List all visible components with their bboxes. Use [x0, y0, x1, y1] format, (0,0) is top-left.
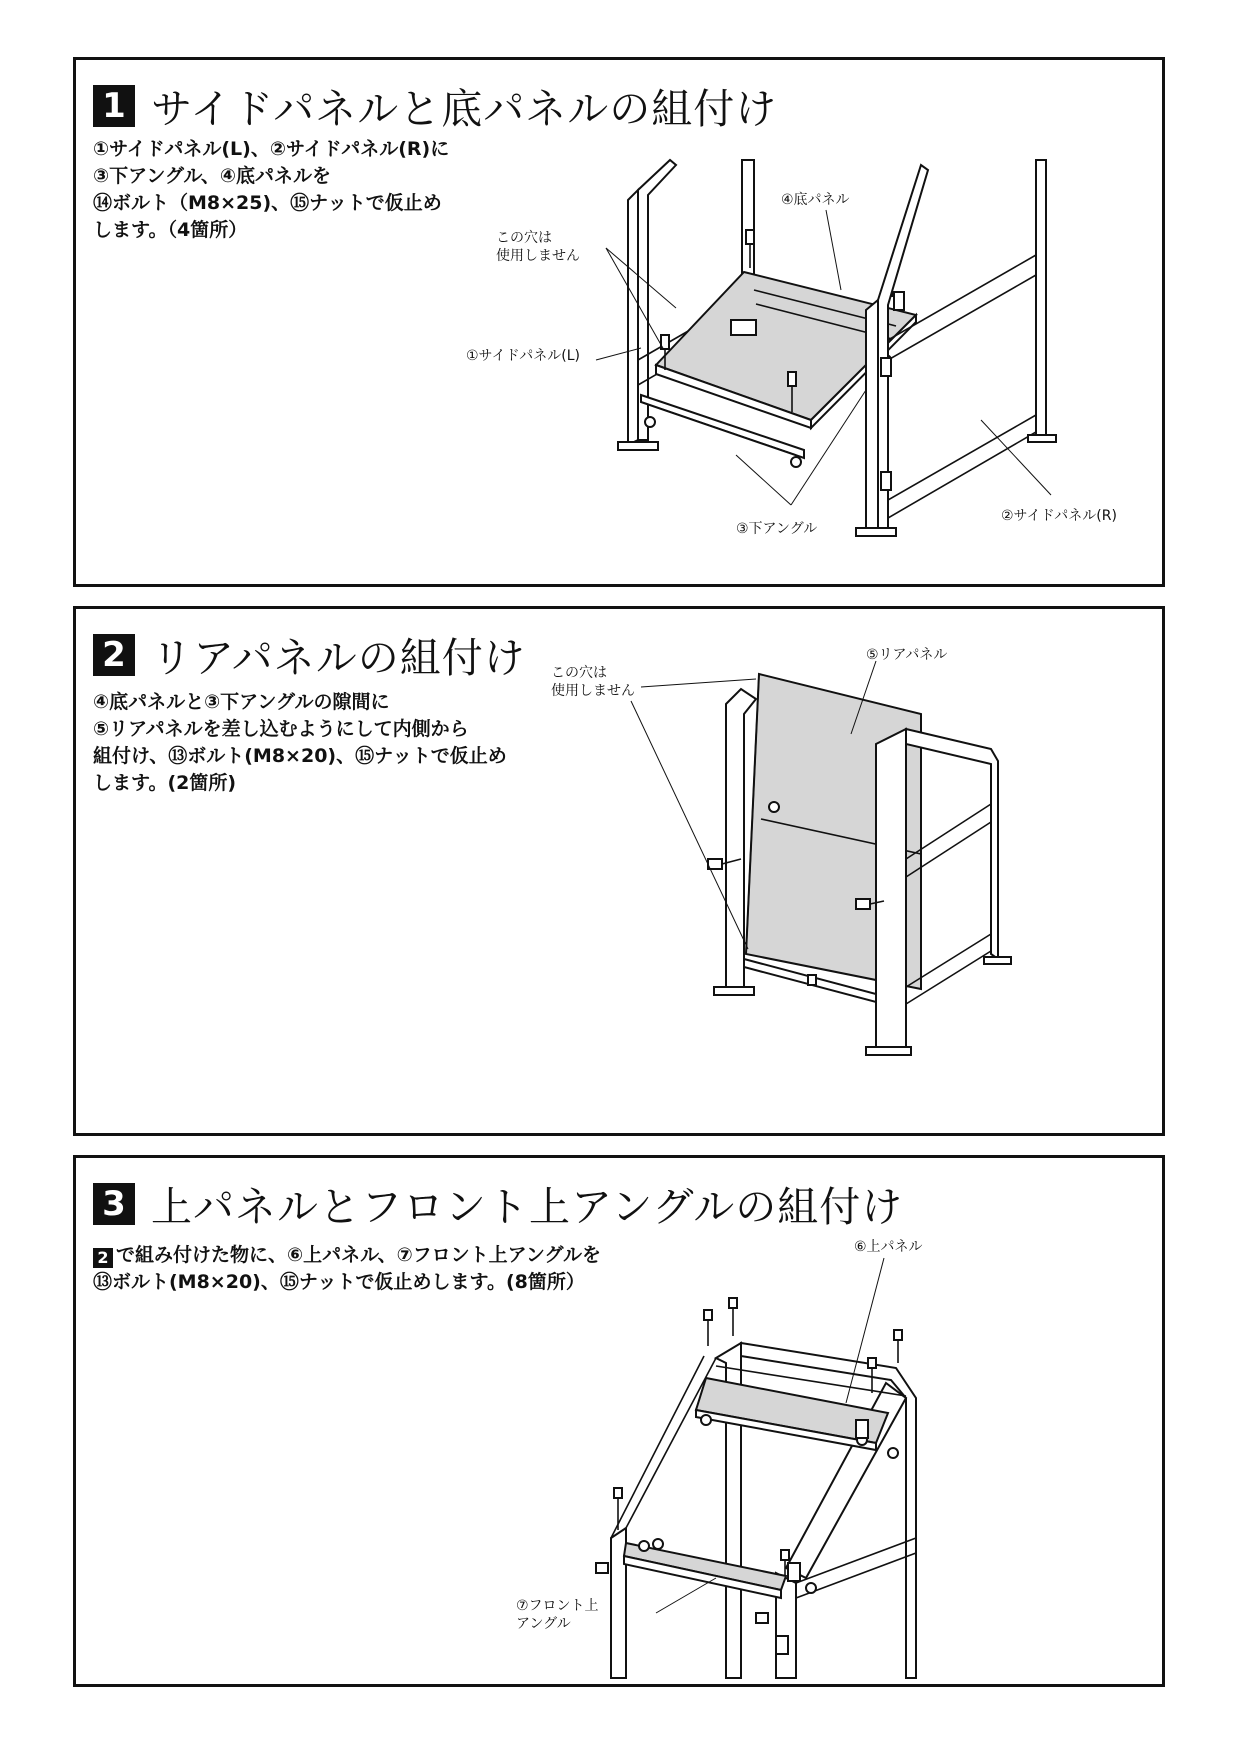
label-bottom-panel: ④底パネル — [781, 192, 850, 208]
label-line: 使用しません — [496, 248, 580, 264]
leader-line — [736, 455, 791, 505]
label-line: 使用しません — [551, 683, 635, 699]
label-lower-angle: ③下アングル — [736, 521, 818, 537]
label-line: この穴は — [551, 665, 607, 681]
right-post-drawing — [876, 729, 906, 1049]
leader-line — [846, 1258, 884, 1403]
leader-line — [826, 210, 841, 290]
leader-line — [641, 679, 756, 687]
step-3-illustration — [76, 1158, 1162, 1684]
label-front-angle — [516, 1598, 599, 1632]
step-number-badge: 2 — [93, 634, 135, 676]
label-hole-note — [496, 230, 580, 264]
side-panel-r-drawing — [856, 160, 1056, 536]
label-rear-panel: ⑤リアパネル — [866, 647, 948, 663]
step-number-badge: 1 — [93, 85, 135, 127]
label-side-panel-l: ①サイドパネル(L) — [466, 348, 581, 364]
step-title: リアパネルの組付け — [151, 634, 526, 682]
step-instructions-text: で組み付けた物に、⑥上パネル、⑦フロント上アングルを ⑬ボルト(M8×20)、⑮ナットで仮止めします。(8箇所） — [93, 1244, 601, 1293]
step-reference-badge: 2 — [93, 1248, 113, 1268]
label-top-panel: ⑥上パネル — [854, 1239, 923, 1255]
step-number-badge: 3 — [93, 1183, 135, 1225]
leader-line — [656, 1578, 716, 1613]
step-2-illustration — [76, 609, 1162, 1133]
label-hole-note — [551, 665, 635, 699]
front-post-drawing — [611, 1528, 626, 1678]
label-line: この穴は — [496, 230, 552, 246]
bolt-drawing — [856, 899, 870, 909]
step-title: サイドパネルと底パネルの組付け — [151, 85, 778, 133]
step-title: 上パネルとフロント上アングルの組付け — [151, 1183, 904, 1231]
label-side-panel-r: ②サイドパネル(R) — [1001, 508, 1117, 524]
step-1-section — [73, 57, 1165, 587]
step-instructions: ④底パネルと③下アングルの隙間に ⑤リアパネルを差し込むようにして内側から 組付け、⑬ボルト(M8×20)、⑮ナットで仮止め します。(2箇所) — [93, 691, 507, 794]
label-line: ⑦フロント上 — [516, 1598, 599, 1614]
step-3-section — [73, 1155, 1165, 1687]
label-line: アングル — [516, 1616, 571, 1632]
step-1-illustration — [76, 60, 1162, 584]
step-instructions: ①サイドパネル(L)、②サイドパネル(R)に ③下アングル、④底パネルを ⑭ボルト（M8×25)、⑮ナットで仮止め します。（4箇所） — [93, 138, 450, 241]
step-2-section — [73, 606, 1165, 1136]
